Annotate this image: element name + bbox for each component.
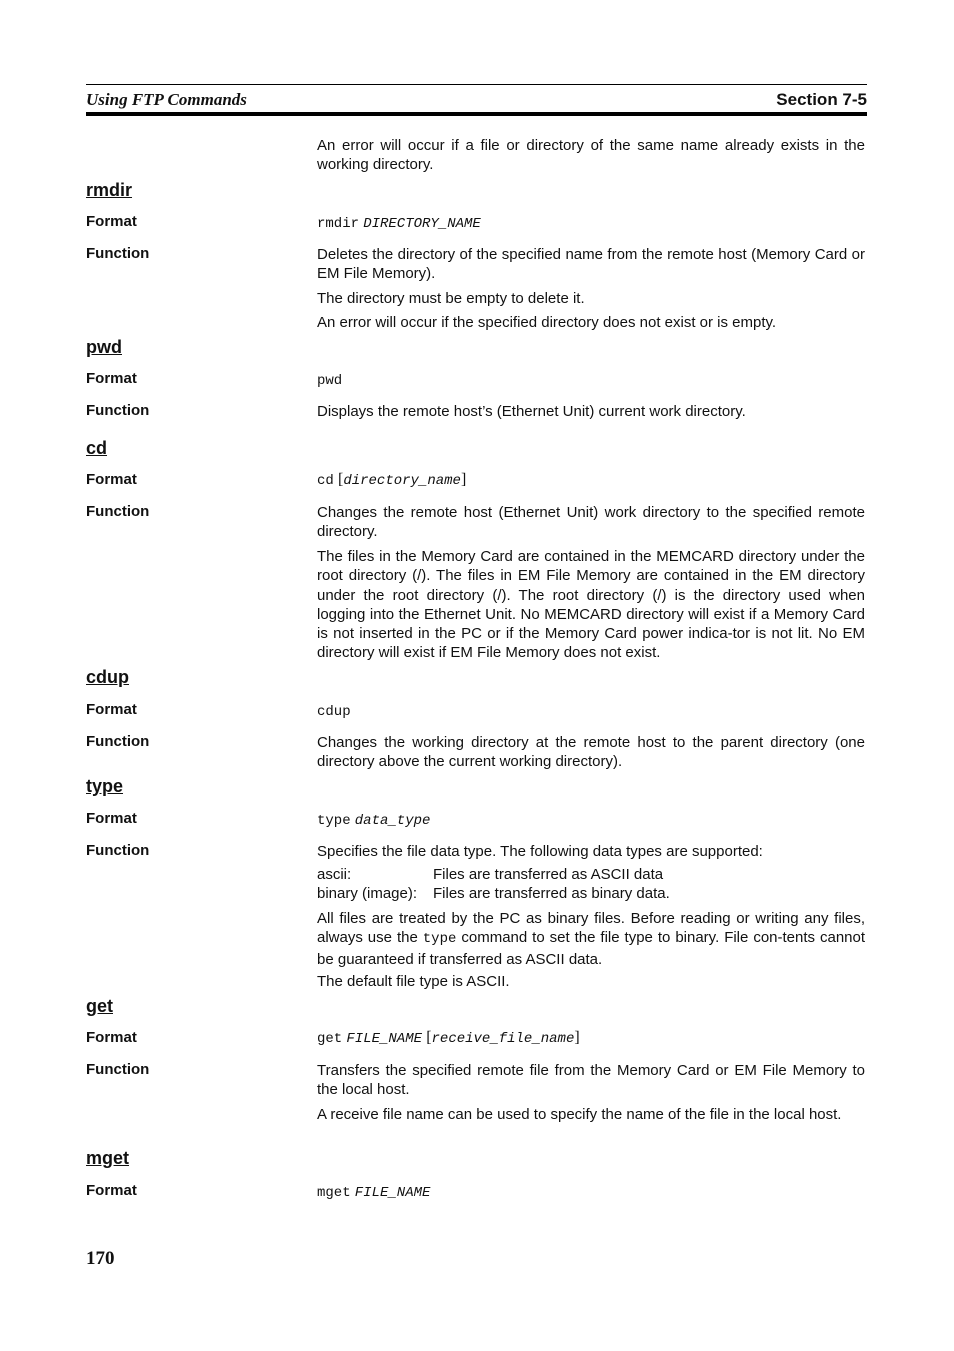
- get-function-label: Function: [86, 1061, 150, 1078]
- cd-format-syntax: cd [directory_name]: [317, 471, 467, 489]
- get-function-p1: Transfers the specified remote file from the Memory Card or EM File Memory to the local host.: [317, 1062, 865, 1099]
- cd-function-label: Function: [86, 503, 150, 520]
- cd-format-label: Format: [86, 471, 137, 488]
- type-function-p3: The default file type is ASCII.: [317, 973, 510, 990]
- mget-format-label: Format: [86, 1182, 137, 1199]
- data-type-row: binary (image): Files are transferred as binary data.: [317, 885, 670, 902]
- pwd-heading: pwd: [86, 337, 122, 357]
- cdup-function-label: Function: [86, 733, 150, 750]
- cd-function-p1: Changes the remote host (Ethernet Unit) work directory to the specified remote directory.: [317, 504, 865, 541]
- pwd-function-label: Function: [86, 402, 150, 419]
- running-header-title: Using FTP Commands: [86, 90, 247, 109]
- type-format-syntax: type data_type: [317, 813, 431, 829]
- mget-heading: mget: [86, 1148, 130, 1168]
- running-header-section: Section 7-5: [776, 90, 867, 109]
- cdup-format-label: Format: [86, 701, 137, 718]
- data-type-row: ascii: Files are transferred as ASCII data: [317, 866, 664, 883]
- cd-function-p2: The files in the Memory Card are contained in the MEMCARD directory under the root directory (/). The files in EM File Memory are contained in the EM directory under the root directory (/). The root directory (/) is the directory used when logging into the Ethernet Unit. No MEMCARD directory will exist if a Memory Card is not inserted in the PC or if the Memory Card power indica-tor is not lit. No EM directory will exist if EM File Memory does not exist.: [317, 548, 865, 662]
- type-function-label: Function: [86, 842, 150, 859]
- rmdir-heading: rmdir: [86, 180, 133, 200]
- rmdir-function-p2: The directory must be empty to delete it.: [317, 290, 585, 307]
- get-format-syntax: get FILE_NAME [receive_file_name]: [317, 1029, 580, 1047]
- type-heading: type: [86, 776, 124, 796]
- pwd-format-label: Format: [86, 370, 137, 387]
- intro-paragraph: An error will occur if a file or directory of the same name already exists in the working directory.: [317, 137, 865, 174]
- rmdir-function-p3: An error will occur if the specified directory does not exist or is empty.: [317, 314, 777, 331]
- header-top-rule: [86, 84, 867, 85]
- mget-format-syntax: mget FILE_NAME: [317, 1185, 431, 1201]
- type-format-label: Format: [86, 810, 137, 827]
- get-heading: get: [86, 996, 113, 1016]
- cdup-format-syntax: cdup: [317, 704, 351, 720]
- rmdir-function-label: Function: [86, 245, 150, 262]
- header-bottom-rule: [86, 112, 867, 116]
- pwd-format-syntax: pwd: [317, 373, 343, 389]
- type-function-p2: All files are treated by the PC as binary files. Before reading or writing any files, always use the type command to set the file type to binary. File con-tents cannot be guaranteed if transferred as ASCII data.: [317, 910, 866, 968]
- cdup-heading: cdup: [86, 667, 129, 687]
- rmdir-format-syntax: rmdir DIRECTORY_NAME: [317, 216, 481, 232]
- type-function-p1: Specifies the file data type. The following data types are supported:: [317, 843, 763, 860]
- get-format-label: Format: [86, 1029, 137, 1046]
- pwd-function-p1: Displays the remote host’s (Ethernet Unit) current work directory.: [317, 403, 746, 420]
- cdup-function-p1: Changes the working directory at the remote host to the parent directory (one directory above the current working directory).: [317, 734, 865, 771]
- page-number: 170: [86, 1248, 115, 1269]
- rmdir-function-p1: Deletes the directory of the specified name from the remote host (Memory Card or EM File Memory).: [317, 246, 865, 283]
- cd-heading: cd: [86, 438, 108, 458]
- rmdir-format-label: Format: [86, 213, 137, 230]
- get-function-p2: A receive file name can be used to specify the name of the file in the local host.: [317, 1106, 842, 1123]
